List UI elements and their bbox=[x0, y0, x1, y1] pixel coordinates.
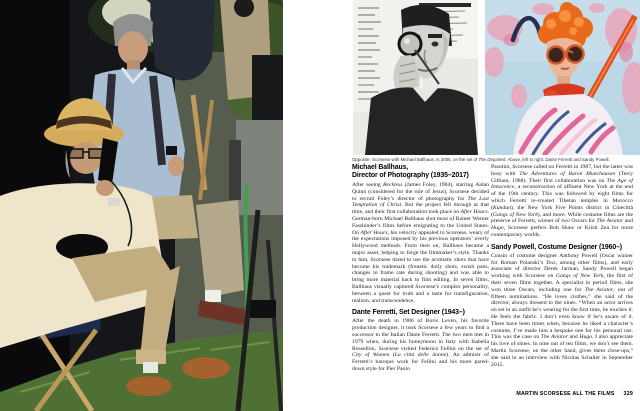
ballhaus-heading-line2: Director of Photography (1935–2017) bbox=[352, 171, 469, 179]
powell-body-text: Cousin of costume designer Anthony Powell (Oscar winner for Roman Polanski’s Tess, among other films), and early associate of director Derek Jarman, Sandy Powell began working with Scorsese on Gangs of New York, the first of their seven films together. A specialist in period films, she won three Oscars, including one for The Aviator, out of fifteen nominations. “He loves clothes,” she said of the director, always dressed to the nines. “When an actor arrives on set in an outfit he’s wearing for the first time, he touches it. He feels the fabric. I don’t even know if he’s aware of it. There have been times when, because he liked a character’s costume, I’ve made him a bespoke one for his personal use. This was the case on The Aviator and Hugo. I also appreciate his love of shoes. In nine out of ten films, we don’t see them. Martin Scorsese, on the other hand, gives them close-ups,” she said in an interview with Nicolas Schaller in September 2015. bbox=[491, 252, 633, 368]
text-column-right bbox=[491, 164, 633, 368]
ferretti-body-text-part2: Pasolini, Scorsese called on Ferretti in 1987, but the latter was busy with The Adventures of Baron Munchausen (Terry Gilliam, 1988). Their first collaboration was on The Age of Innocence, a reconstruction of affluent New York at the end of the 19th century. This was followed by eight films for which Ferretti re-created Tibetan temples in Morocco (Kundun), the New York Five Points district in Cinecittà (Gangs of New York), and more. While costume films are the preserve of Ferretti, winner of two Oscars for The Aviator and Hugo, Scorsese prefers Bob Shaw or Kristi Zea for more contemporary worlds. bbox=[491, 164, 634, 238]
text-column-left bbox=[352, 164, 489, 373]
photo-caption: Opposite: Scorsese with Michael Ballhaus, in 2005, on the set of The Departed. Above, left to right: Dante Ferretti and Sandy Powell. bbox=[352, 157, 610, 162]
powell-portrait-illustration bbox=[485, 0, 640, 155]
footer-page-number: 329 bbox=[623, 391, 633, 397]
ballhaus-heading-line1: Michael Ballhaus, bbox=[352, 164, 409, 171]
set-photo-illustration bbox=[0, 0, 283, 411]
portrait-photo-dante-ferretti bbox=[353, 0, 478, 155]
page-footer bbox=[352, 391, 633, 397]
portrait-photo-sandy-powell bbox=[485, 0, 640, 155]
section-heading-ballhaus bbox=[352, 164, 489, 179]
section-heading-powell: Sandy Powell, Costume Designer (1960–) bbox=[491, 243, 622, 251]
section-heading-ferretti: Dante Ferretti, Set Designer (1943–) bbox=[352, 309, 465, 317]
footer-book-title: MARTIN SCORSESE ALL THE FILMS bbox=[516, 391, 615, 397]
set-photo-scorsese-ballhaus bbox=[0, 0, 283, 411]
ballhaus-body-text: After seeing Reckless (James Foley, 1984), starring Aidan Quinn (considered for the role of Jesus), Scorsese decided to recruit Foley’s director of photography for The Last Temptation of Christ. But the project fell through at that time, and their first collaboration took place on After Hours. German-born Michael Ballhaus shot most of Rainer Werner Fassbinder’s films before emigrating to the United States. On After Hours, his velocity appealed to Scorsese, weary of the expectations imposed by his previous operators’ overly Hollywood methods. From then on, Ballhaus became a major asset, helping to forge the filmmaker’s style. Thanks to him, Scorsese dared to use the acrobatic shots that have become his trademark (frenetic dolly shots, swish pans, changes in frame rate during shooting) and was able to bring more material back to film editing. In seven films, Ballhaus visually captured Scorsese’s complex personality, between a quest for truth and a taste for transfiguration, realism, and transcendence. bbox=[352, 182, 490, 304]
ferretti-portrait-illustration bbox=[353, 0, 478, 155]
ferretti-body-text-part1: After the death in 1986 of Boris Leven, his favorite production designer, it took Scorsese a few years to find a successor in the Italian Dante Ferretti. The two men met in 1979 when, during his honeymoon in Italy with Isabella Rossellini, Scorsese visited Federico Fellini on the set of City of Women (La città delle donne). An admirer of Ferretti’s baroque work for Fellini and his more pared-down style for Pier Paolo bbox=[352, 318, 490, 372]
